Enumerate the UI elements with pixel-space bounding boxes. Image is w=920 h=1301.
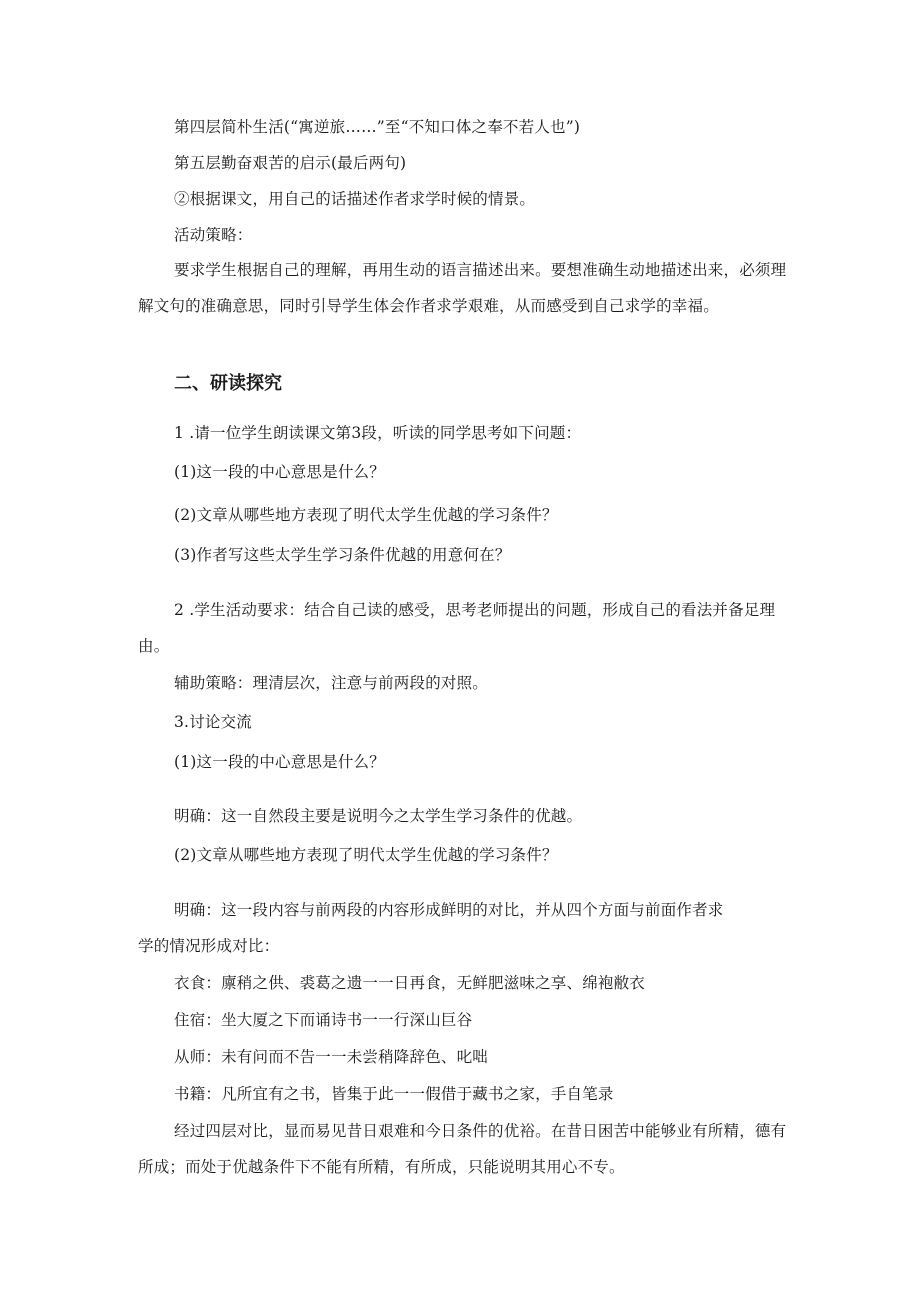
aux-strategy-text: 辅助策略：理清层次，注意与前两段的对照。 (174, 674, 489, 692)
item3-text: 3.讨论交流 (174, 713, 252, 731)
question-2-repeat: (2)文章从哪些地方表现了明代太学生优越的学习条件？ (174, 846, 558, 864)
strategy-paragraph: 要求学生根据自己的理解，再用生动的语言描述出来。要想准确生动地描述出来，必须理解文句的准确意思，同时引导学生体会作者求学艰难，从而感受到自己求学的幸福。 (138, 261, 787, 315)
compare-books: 书籍：凡所宜有之书，皆集于此一一假借于藏书之家，手自笔录 (174, 1085, 614, 1103)
item2-paragraph: 2 .学生活动要求：结合自己读的感受，思考老师提出的问题，形成自己的看法并备足理由。 (138, 601, 776, 655)
question-1: (1)这一段的中心意思是什么？ (174, 463, 385, 481)
layer5-text: 第五层勤奋艰苦的启示(最后两句) (174, 154, 407, 172)
section-title: 二、研读探究 (174, 373, 282, 394)
layer4-text: 第四层简朴生活(“寓逆旅……”至“不知口体之奉不若人也”) (174, 118, 581, 136)
answer-2-line1: 明确：这一段内容与前两段的内容形成鲜明的对比，并从四个方面与前面作者求 (174, 901, 724, 919)
conclusion-paragraph: 经过四层对比，显而易见昔日艰难和今日条件的优裕。在昔日困苦中能够业有所精，德有所成；而处于优越条件下不能有所精，有所成，只能说明其用心不专。 (138, 1122, 787, 1176)
question-1-repeat: (1)这一段的中心意思是什么？ (174, 753, 385, 771)
item1-text: 1 .请一位学生朗读课文第3段，听读的同学思考如下问题： (174, 424, 582, 442)
compare-teacher: 从师：未有问而不告一一未尝稍降辞色、叱咄 (174, 1048, 489, 1066)
strategy-label: 活动策略： (174, 226, 253, 244)
answer-1: 明确：这一自然段主要是说明今之太学生学习条件的优越。 (174, 807, 583, 825)
compare-food: 衣食：廪稍之供、裘葛之遗一一日再食，无鲜肥滋味之享、绵袍敝衣 (174, 974, 646, 992)
question-2: (2)文章从哪些地方表现了明代太学生优越的学习条件？ (174, 506, 558, 524)
compare-housing: 住宿：坐大厦之下而诵诗书一一行深山巨谷 (174, 1011, 473, 1029)
task2-text: ②根据课文，用自己的话描述作者求学时候的情景。 (174, 190, 536, 208)
question-3: (3)作者写这些太学生学习条件优越的用意何在？ (174, 546, 511, 564)
answer-2-line2: 学的情况形成对比： (138, 937, 280, 955)
